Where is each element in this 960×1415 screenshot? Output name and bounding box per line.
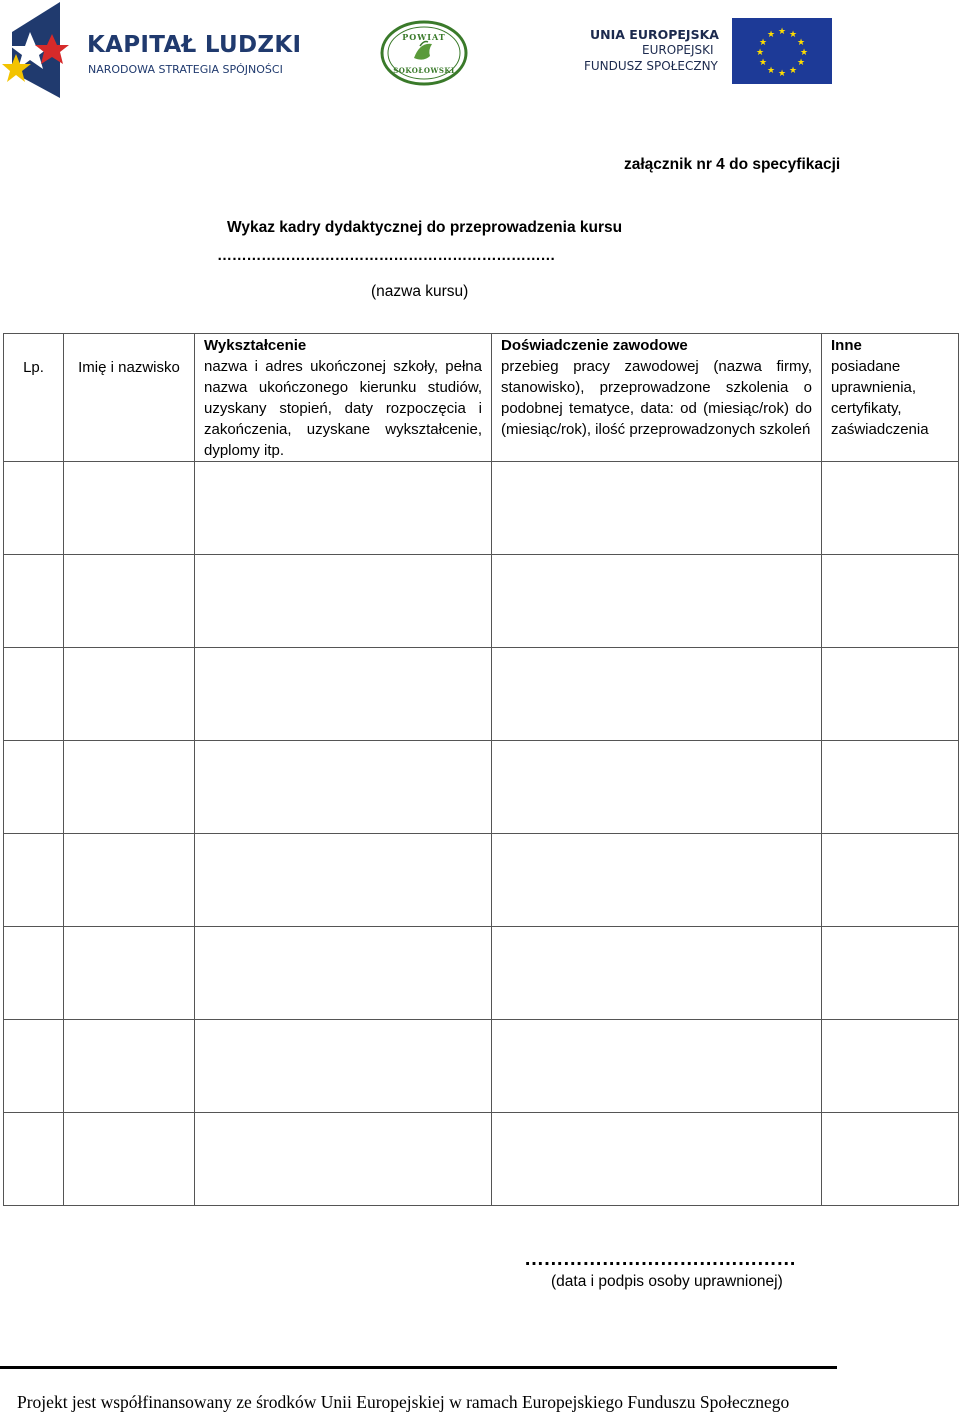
header-education-title: Wykształcenie — [204, 337, 307, 354]
svg-text:★: ★ — [755, 48, 765, 58]
header-experience-title: Doświadczenie zawodowe — [501, 337, 688, 354]
table-cell[interactable] — [492, 834, 822, 927]
table-row — [4, 648, 959, 741]
signature-dots: …………………………………… — [524, 1248, 796, 1270]
table-cell[interactable] — [195, 1113, 492, 1206]
powiat-sokolowski-logo — [380, 20, 468, 86]
svg-text:★: ★ — [758, 38, 768, 48]
header-education-desc: nazwa i adres ukończonej szkoły, pełna nazwa ukończonego kierunku studiów, uzyskany stopień, daty rozpoczęcia i zakończenia, uzyskane wykształcenie, dyplomy itp. — [204, 358, 482, 459]
table-cell[interactable] — [492, 462, 822, 555]
table-cell[interactable] — [64, 648, 195, 741]
table-cell[interactable] — [492, 741, 822, 834]
course-name-dots: …………………………………………………………… — [217, 247, 556, 264]
table-cell[interactable] — [64, 834, 195, 927]
table-row — [4, 834, 959, 927]
table-cell[interactable] — [492, 555, 822, 648]
svg-text:★: ★ — [777, 27, 787, 37]
table-cell[interactable] — [195, 741, 492, 834]
svg-text:★: ★ — [796, 58, 806, 68]
eu-line-2: EUROPEJSKI — [642, 43, 714, 57]
table-cell[interactable] — [4, 1020, 64, 1113]
svg-text:★: ★ — [788, 30, 798, 40]
kapital-ludzki-logo — [2, 2, 302, 106]
table-cell[interactable] — [195, 1020, 492, 1113]
table-cell[interactable] — [4, 462, 64, 555]
table-cell[interactable] — [822, 927, 959, 1020]
course-name-label: (nazwa kursu) — [371, 283, 469, 300]
table-cell[interactable] — [195, 555, 492, 648]
svg-text:★: ★ — [799, 48, 809, 58]
table-row — [4, 1020, 959, 1113]
eu-line-1: UNIA EUROPEJSKA — [590, 27, 719, 42]
table-cell[interactable] — [195, 927, 492, 1020]
eu-line-3: FUNDUSZ SPOŁECZNY — [584, 59, 718, 73]
header-other-desc: posiadane uprawnienia, certyfikaty, zaświadczenia — [831, 358, 929, 438]
table-cell[interactable] — [4, 1113, 64, 1206]
table-cell[interactable] — [4, 555, 64, 648]
table-row — [4, 1113, 959, 1206]
table-header-row — [4, 334, 959, 462]
table-cell[interactable] — [822, 834, 959, 927]
table-cell[interactable] — [822, 741, 959, 834]
eu-flag-icon — [732, 18, 832, 84]
table-cell[interactable] — [64, 741, 195, 834]
table-cell[interactable] — [64, 1020, 195, 1113]
table-cell[interactable] — [492, 1020, 822, 1113]
table-cell[interactable] — [64, 1113, 195, 1206]
header-education — [195, 334, 492, 462]
header-experience — [492, 334, 822, 462]
eu-efs-logo — [582, 18, 832, 84]
footer-divider — [0, 1366, 837, 1369]
svg-text:★: ★ — [788, 66, 798, 76]
kapital-ludzki-subtitle: NARODOWA STRATEGIA SPÓJNOŚCI — [88, 63, 283, 76]
kapital-ludzki-title: KAPITAŁ LUDZKI — [87, 32, 302, 58]
table-cell[interactable] — [822, 555, 959, 648]
document-title: Wykaz kadry dydaktycznej do przeprowadzenia kursu — [227, 219, 623, 236]
table-cell[interactable] — [4, 927, 64, 1020]
table-cell[interactable] — [64, 462, 195, 555]
powiat-top-text: POWIAT — [402, 32, 446, 42]
table-cell[interactable] — [4, 741, 64, 834]
header-other — [822, 334, 959, 462]
header-lp: Lp. — [4, 334, 64, 462]
table-row — [4, 555, 959, 648]
svg-text:★: ★ — [766, 66, 776, 76]
table-cell[interactable] — [822, 1113, 959, 1206]
table-cell[interactable] — [492, 1113, 822, 1206]
powiat-bottom-text: SOKOŁOWSKI — [393, 66, 455, 75]
annex-label: załącznik nr 4 do specyfikacji — [624, 156, 841, 173]
powiat-emblem-icon — [380, 20, 468, 86]
table-cell[interactable] — [822, 648, 959, 741]
staff-table — [3, 333, 959, 1206]
table-cell[interactable] — [4, 834, 64, 927]
kapital-ludzki-emblem-icon — [2, 2, 82, 102]
svg-text:★: ★ — [777, 69, 787, 79]
table-cell[interactable] — [822, 462, 959, 555]
header-other-title: Inne — [831, 337, 862, 354]
svg-text:★: ★ — [796, 38, 806, 48]
table-cell[interactable] — [4, 648, 64, 741]
table-cell[interactable] — [64, 555, 195, 648]
table-row — [4, 741, 959, 834]
header-name: Imię i nazwisko — [64, 334, 195, 462]
table-cell[interactable] — [195, 648, 492, 741]
table-row — [4, 927, 959, 1020]
svg-text:★: ★ — [758, 58, 768, 68]
table-cell[interactable] — [64, 927, 195, 1020]
signature-label: (data i podpis osoby uprawnionej) — [551, 1273, 783, 1290]
table-cell[interactable] — [492, 648, 822, 741]
header-experience-desc: przebieg pracy zawodowej (nazwa firmy, stanowisko), przeprowadzone szkolenia o podobnej tematyce, data: od (miesiąc/rok) do (miesiąc/rok), ilość przeprowadzonych szkoleń — [501, 358, 812, 438]
table-cell[interactable] — [195, 462, 492, 555]
table-row — [4, 462, 959, 555]
svg-text:★: ★ — [766, 30, 776, 40]
table-cell[interactable] — [822, 1020, 959, 1113]
footer-text: Projekt jest współfinansowany ze środków Unii Europejskiej w ramach Europejskiego Funduszu Społecznego — [17, 1392, 790, 1412]
table-cell[interactable] — [195, 834, 492, 927]
table-cell[interactable] — [492, 927, 822, 1020]
